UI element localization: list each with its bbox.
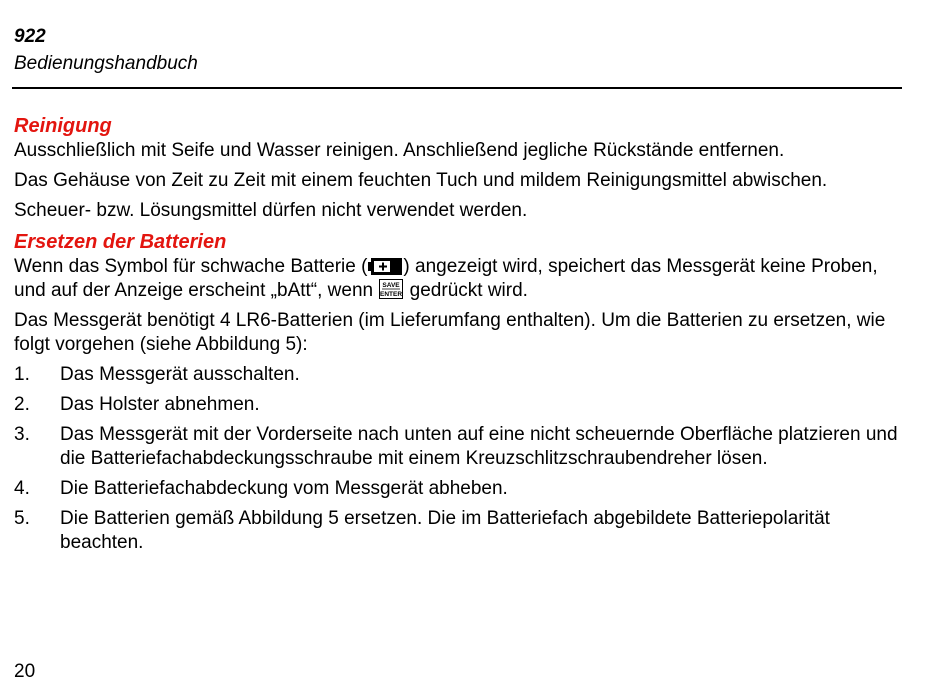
save-icon-label-bottom: ENTER <box>380 291 403 298</box>
cleaning-paragraph-2: Das Gehäuse von Zeit zu Zeit mit einem feuchten Tuch und mildem Reinigungsmittel abwischen. <box>14 170 828 191</box>
list-item <box>14 477 904 501</box>
step-number: 5. <box>14 508 30 529</box>
list-item <box>14 363 904 387</box>
low-battery-icon <box>368 258 402 275</box>
model-number: 922 <box>14 26 46 47</box>
battery-paragraph-1 <box>14 255 904 303</box>
header-rule <box>12 87 902 89</box>
step-number: 4. <box>14 478 30 499</box>
list-item <box>14 393 904 417</box>
page-content <box>14 113 904 561</box>
battery-steps-list <box>14 363 904 555</box>
step-number: 3. <box>14 424 30 445</box>
step-text: Das Holster abnehmen. <box>60 394 260 415</box>
step-number: 1. <box>14 364 30 385</box>
battery-paragraph-1-part-3: gedrückt wird. <box>404 280 528 301</box>
list-item <box>14 423 904 471</box>
page-number: 20 <box>14 661 36 682</box>
cleaning-paragraph-1: Ausschließlich mit Seife und Wasser reinigen. Anschließend jegliche Rückstände entfernen. <box>14 140 785 161</box>
save-enter-key-icon <box>379 279 403 299</box>
page-header <box>14 24 198 78</box>
step-text: Das Messgerät mit der Vorderseite nach unten auf eine nicht scheuernde Oberfläche platzieren und die Batteriefachabdeckungsschraube mit einem Kreuzschlitzschraubendreher lösen. <box>60 424 898 469</box>
cleaning-paragraph-3: Scheuer- bzw. Lösungsmittel dürfen nicht verwendet werden. <box>14 200 528 221</box>
battery-paragraph-1-part-2: ) angezeigt wird, speichert das Messgerät keine Proben, und auf der Anzeige erscheint „bAtt“, wenn <box>14 256 878 301</box>
step-number: 2. <box>14 394 30 415</box>
step-text: Das Messgerät ausschalten. <box>60 364 300 385</box>
battery-paragraph-1-part-1: Wenn das Symbol für schwache Batterie ( <box>14 256 368 277</box>
cleaning-heading: Reinigung <box>14 115 112 137</box>
battery-paragraph-2: Das Messgerät benötigt 4 LR6-Batterien (im Lieferumfang enthalten). Um die Batterien zu ersetzen, wie folgt vorgehen (siehe Abbildung 5): <box>14 310 886 355</box>
step-text: Die Batteriefachabdeckung vom Messgerät abheben. <box>60 478 508 499</box>
manual-title: Bedienungshandbuch <box>14 53 198 74</box>
step-text: Die Batterien gemäß Abbildung 5 ersetzen. Die im Batteriefach abgebildete Batteriepolarität beachten. <box>60 508 830 553</box>
battery-heading: Ersetzen der Batterien <box>14 231 227 253</box>
save-icon-label-top: SAVE <box>382 282 400 289</box>
list-item <box>14 507 904 555</box>
